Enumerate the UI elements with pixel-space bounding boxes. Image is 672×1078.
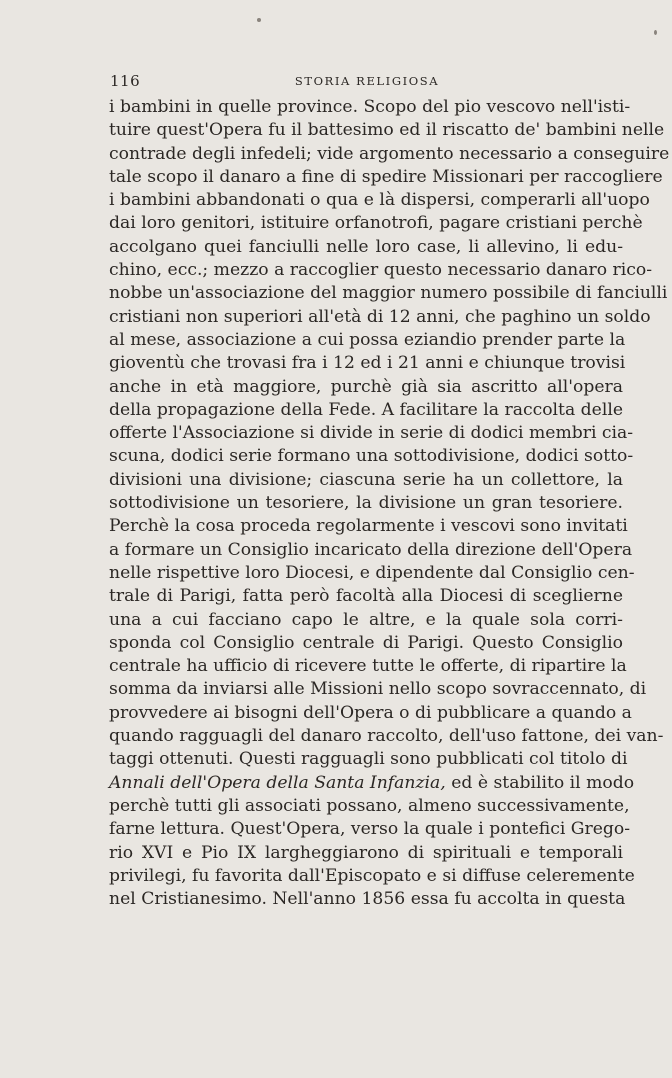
text-line: offerte l'Associazione si divide in serie di dodici membri cia-	[109, 423, 634, 444]
text-line: tale scopo il danaro a fine di spedire Missionari per raccogliere	[109, 166, 663, 187]
text-line: anche in età maggiore, purchè già sia ascritto all'opera	[109, 376, 623, 397]
text-line: somma da inviarsi alle Missioni nello scopo sovraccennato, di	[109, 679, 647, 700]
text-line: al mese, associazione a cui possa eziandio prender parte la	[109, 329, 626, 350]
text-line: accolgano quei fanciulli nelle loro case, li allevino, li edu-	[109, 236, 623, 257]
text-line: a formare un Consiglio incaricato della direzione dell'Opera	[109, 539, 633, 560]
text-line: della propagazione della Fede. A facilitare la raccolta delle	[109, 399, 624, 420]
page-number: 116	[110, 72, 141, 90]
text-line: Perchè la cosa proceda regolarmente i vescovi sono invitati	[109, 516, 628, 537]
text-line: chino, ecc.; mezzo a raccoglier questo necessario danaro rico-	[109, 260, 653, 281]
text-line: sponda col Consiglio centrale di Parigi. Questo Consiglio	[109, 632, 623, 653]
text-line: una a cui facciano capo le altre, e la quale sola corri-	[109, 609, 623, 630]
text-line: nelle rispettive loro Diocesi, e dipendente dal Consiglio cen-	[109, 562, 635, 583]
paper-speck	[654, 30, 657, 35]
text-line: sottodivisione un tesoriere, la divisione un gran tesoriere.	[109, 493, 623, 514]
text-line: centrale ha ufficio di ricevere tutte le offerte, di ripartire la	[109, 656, 627, 677]
text-line: perchè tutti gli associati possano, almeno successivamente,	[109, 795, 630, 816]
text-line: dai loro genitori, istituire orfanotrofi, pagare cristiani perchè	[109, 213, 643, 234]
text-line: privilegi, fu favorita dall'Episcopato e si diffuse celeremente	[109, 865, 635, 886]
text-line: nobbe un'associazione del maggior numero possibile di fanciulli	[109, 283, 668, 304]
text-line: cristiani non superiori all'età di 12 anni, che paghino un soldo	[109, 306, 651, 327]
text-line: gioventù che trovasi fra i 12 ed i 21 anni e chiunque trovisi	[109, 353, 626, 374]
text-line: quando ragguagli del danaro raccolto, dell'uso fattone, dei van-	[109, 726, 664, 747]
text-line: i bambini in quelle province. Scopo del pio vescovo nell'isti-	[109, 97, 631, 117]
text-line: scuna, dodici serie formano una sottodivisione, dodici sotto-	[109, 446, 634, 467]
text-line-rest: ed è stabilito il modo	[445, 772, 635, 793]
text-line: tuire quest'Opera fu il battesimo ed il riscatto de' bambini nelle	[109, 120, 665, 141]
text-line-with-italic-title	[109, 772, 635, 795]
text-line: trale di Parigi, fatta però facoltà alla Diocesi di sceglierne	[109, 586, 623, 607]
text-line: rio XVI e Pio IX largheggiarono di spirituali e temporali	[109, 842, 623, 863]
text-line: contrade degli infedeli; vide argomento necessario a conseguire	[109, 143, 670, 164]
running-head: STORIA RELIGIOSA	[294, 74, 440, 88]
paper-speck	[257, 18, 261, 22]
text-line: nel Cristianesimo. Nell'anno 1856 essa fu accolta in questa	[109, 889, 626, 910]
text-line: farne lettura. Quest'Opera, verso la quale i pontefici Grego-	[109, 819, 631, 840]
page-header	[110, 72, 624, 94]
text-line: provvedere ai bisogni dell'Opera o di pubblicare a quando a	[109, 702, 632, 723]
italic-title: Annali dell'Opera della Santa Infanzia,	[109, 772, 446, 793]
body-text	[109, 96, 670, 911]
text-line: divisioni una divisione; ciascuna serie ha un collettore, la	[109, 469, 623, 490]
text-line: taggi ottenuti. Questi ragguagli sono pubblicati col titolo di	[109, 749, 628, 770]
text-line: i bambini abbandonati o qua e là dispersi, comperarli all'uopo	[109, 190, 650, 211]
